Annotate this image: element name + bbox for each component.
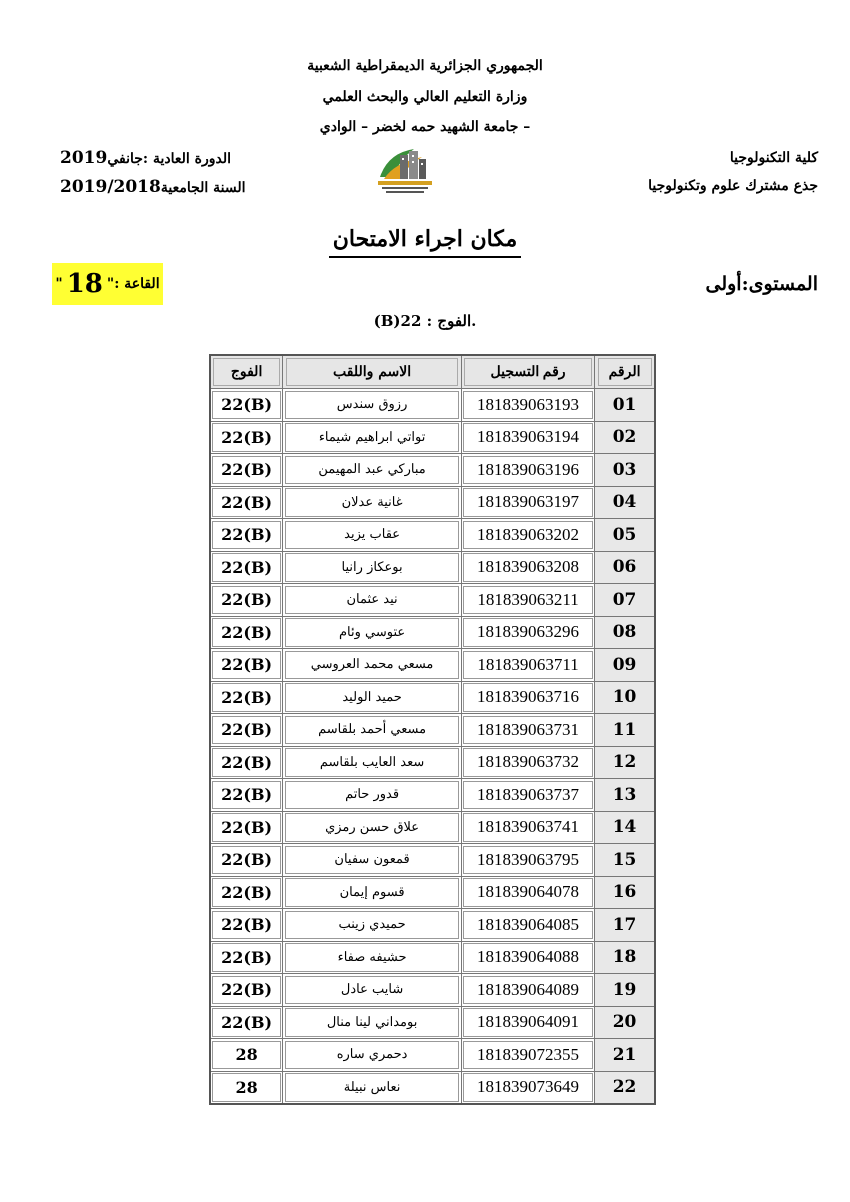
row-reg-number: 181839064078 (461, 876, 594, 909)
header-ministry: وزارة التعليم العالي والبحث العلمي (322, 89, 528, 105)
table-row (210, 649, 655, 682)
academic-year: 2019/2018 (60, 177, 161, 197)
hall-badge (52, 263, 163, 305)
row-num: 18 (595, 941, 655, 974)
row-reg-number: 181839063296 (461, 616, 594, 649)
table-row (210, 519, 655, 552)
row-name: مسعي أحمد بلقاسم (283, 714, 462, 747)
header-name: الاسم واللقب (283, 355, 462, 389)
row-reg-number: 181839063732 (461, 746, 594, 779)
row-num: 20 (595, 1006, 655, 1039)
row-reg-number: 181839073649 (461, 1071, 594, 1104)
group-line: .الفوج : 22(B) (373, 312, 477, 330)
table-header-row (210, 355, 655, 389)
row-group: 22(B) (210, 454, 283, 487)
row-num: 01 (595, 389, 655, 422)
row-group: 22(B) (210, 421, 283, 454)
row-num: 14 (595, 811, 655, 844)
row-name: رزوق سندس (283, 389, 462, 422)
table-row (210, 876, 655, 909)
table-row (210, 714, 655, 747)
row-num: 17 (595, 909, 655, 942)
row-group: 22(B) (210, 909, 283, 942)
academic-year-info (60, 177, 246, 197)
row-num: 07 (595, 584, 655, 617)
hall-quote-close: " (55, 276, 63, 292)
row-name: مباركي عبد المهيمن (283, 454, 462, 487)
academic-label: السنة الجامعية (160, 180, 246, 196)
row-name: غانية عدلان (283, 486, 462, 519)
row-reg-number: 181839063202 (461, 519, 594, 552)
table-row (210, 551, 655, 584)
row-num: 13 (595, 779, 655, 812)
document-title: مكان اجراء الامتحان (329, 226, 522, 258)
row-reg-number: 181839064085 (461, 909, 594, 942)
row-num: 15 (595, 844, 655, 877)
row-reg-number: 181839063194 (461, 421, 594, 454)
row-group: 22(B) (210, 974, 283, 1007)
table-row (210, 779, 655, 812)
header-university: جامعة الشهيد حمه لخضر – الوادي – (319, 119, 531, 135)
row-reg-number: 181839064091 (461, 1006, 594, 1039)
row-name: حميد الوليد (283, 681, 462, 714)
row-name: قدور حاتم (283, 779, 462, 812)
university-logo (374, 143, 436, 197)
row-reg-number: 181839063795 (461, 844, 594, 877)
row-group: 22(B) (210, 551, 283, 584)
row-name: شايب عادل (283, 974, 462, 1007)
row-name: مسعي محمد العروسي (283, 649, 462, 682)
row-group: 28 (210, 1039, 283, 1072)
table-row (210, 421, 655, 454)
session-label: الدورة العادية :جانفي (107, 151, 231, 167)
row-reg-number: 181839063716 (461, 681, 594, 714)
row-num: 05 (595, 519, 655, 552)
row-group: 22(B) (210, 876, 283, 909)
row-name: حشيفه صفاء (283, 941, 462, 974)
row-group: 22(B) (210, 1006, 283, 1039)
table-row (210, 746, 655, 779)
row-group: 22(B) (210, 649, 283, 682)
row-reg-number: 181839063208 (461, 551, 594, 584)
row-group: 22(B) (210, 616, 283, 649)
row-name: تواتي ابراهيم شيماء (283, 421, 462, 454)
row-name: قمعون سفيان (283, 844, 462, 877)
row-reg-number: 181839072355 (461, 1039, 594, 1072)
row-num: 09 (595, 649, 655, 682)
row-group: 22(B) (210, 486, 283, 519)
table-row (210, 1006, 655, 1039)
row-group: 22(B) (210, 584, 283, 617)
row-name: بوعكاز رانيا (283, 551, 462, 584)
table-row (210, 616, 655, 649)
table-row (210, 844, 655, 877)
student-table (209, 354, 656, 1105)
row-name: عتوسي وئام (283, 616, 462, 649)
table-row (210, 1071, 655, 1104)
row-group: 22(B) (210, 714, 283, 747)
row-reg-number: 181839064089 (461, 974, 594, 1007)
header-group: الفوج (210, 355, 283, 389)
table-row (210, 974, 655, 1007)
row-name: نيد عثمان (283, 584, 462, 617)
row-group: 22(B) (210, 389, 283, 422)
row-num: 03 (595, 454, 655, 487)
row-num: 10 (595, 681, 655, 714)
session-info (60, 148, 231, 168)
row-group: 22(B) (210, 811, 283, 844)
table-row (210, 1039, 655, 1072)
row-group: 22(B) (210, 844, 283, 877)
row-num: 08 (595, 616, 655, 649)
row-reg-number: 181839063711 (461, 649, 594, 682)
row-reg-number: 181839064088 (461, 941, 594, 974)
row-name: عقاب يزيد (283, 519, 462, 552)
table-row (210, 909, 655, 942)
row-reg-number: 181839063196 (461, 454, 594, 487)
session-year: 2019 (60, 148, 108, 168)
row-num: 11 (595, 714, 655, 747)
row-group: 28 (210, 1071, 283, 1104)
hall-quote-open: " (106, 276, 115, 292)
hall-label: القاعة : (114, 276, 160, 292)
hall-number: 18 (66, 269, 103, 299)
row-reg-number: 181839063193 (461, 389, 594, 422)
row-num: 04 (595, 486, 655, 519)
table-row (210, 389, 655, 422)
level-label: المستوى:أولى (705, 273, 818, 295)
row-group: 22(B) (210, 779, 283, 812)
table-row (210, 454, 655, 487)
row-name: علاق حسن رمزي (283, 811, 462, 844)
row-reg-number: 181839063737 (461, 779, 594, 812)
table-row (210, 811, 655, 844)
row-group: 22(B) (210, 519, 283, 552)
row-num: 19 (595, 974, 655, 1007)
row-name: سعد العايب بلقاسم (283, 746, 462, 779)
row-num: 21 (595, 1039, 655, 1072)
table-row (210, 681, 655, 714)
row-group: 22(B) (210, 746, 283, 779)
track-name: جذع مشترك علوم وتكنولوجيا (648, 178, 818, 194)
row-reg-number: 181839063197 (461, 486, 594, 519)
table-row (210, 584, 655, 617)
row-reg-number: 181839063741 (461, 811, 594, 844)
row-name: حميدي زينب (283, 909, 462, 942)
header-num: الرقم (595, 355, 655, 389)
row-reg-number: 181839063211 (461, 584, 594, 617)
faculty-name: كلية التكنولوجيا (729, 150, 818, 166)
row-num: 16 (595, 876, 655, 909)
row-num: 22 (595, 1071, 655, 1104)
row-num: 02 (595, 421, 655, 454)
row-group: 22(B) (210, 681, 283, 714)
row-name: قسوم إيمان (283, 876, 462, 909)
table-row (210, 941, 655, 974)
row-name: دحمري ساره (283, 1039, 462, 1072)
row-name: بومداني لينا منال (283, 1006, 462, 1039)
row-num: 06 (595, 551, 655, 584)
row-group: 22(B) (210, 941, 283, 974)
row-name: نعاس نبيلة (283, 1071, 462, 1104)
header-republic: الجمهوري الجزائرية الديمقراطية الشعبية (307, 58, 543, 74)
table-row (210, 486, 655, 519)
document-title-wrap (0, 226, 850, 258)
header-reg: رقم التسجيل (461, 355, 594, 389)
row-reg-number: 181839063731 (461, 714, 594, 747)
row-num: 12 (595, 746, 655, 779)
